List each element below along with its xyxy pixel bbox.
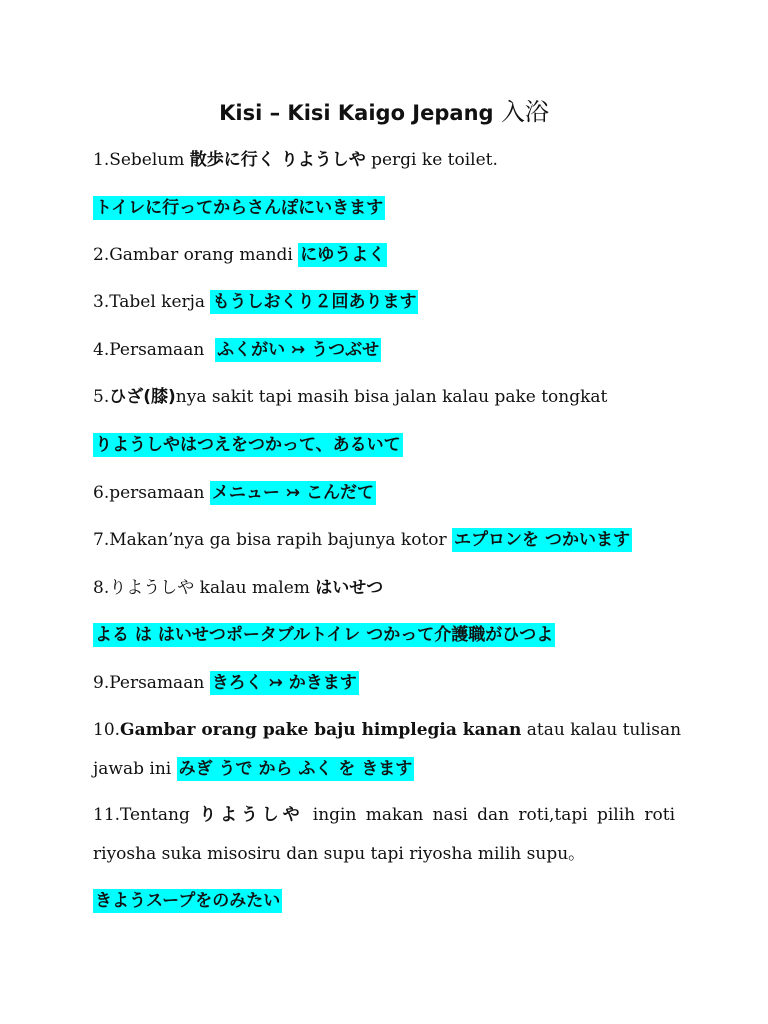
answer-6-highlight: メニュー ↣ こんだて	[211, 483, 374, 503]
q7-text: 7.Makan’nya ga bisa rapih bajunya kotor	[93, 530, 453, 550]
question-5	[93, 381, 607, 413]
q6-text: 6.persamaan	[93, 483, 210, 503]
question-7	[93, 524, 632, 556]
question-3	[93, 286, 418, 318]
q11-line2: riyosha suka misosiru dan supu tapi riyosha milih supu。	[93, 844, 586, 864]
q11-jp: りようしや	[199, 805, 304, 825]
question-4	[93, 334, 381, 366]
answer-2-highlight: にゆうよく	[300, 245, 386, 265]
question-10-line2	[93, 753, 414, 785]
q5-rest: nya sakit tapi masih bisa jalan kalau pake tongkat	[175, 387, 608, 407]
title-jp: 入浴	[500, 98, 549, 126]
question-6	[93, 477, 376, 509]
q8-rest: kalau malem	[194, 578, 316, 598]
answer-5	[93, 429, 403, 461]
question-11-line2	[93, 838, 585, 870]
q1-rest: pergi ke toilet.	[365, 150, 498, 170]
q1-jp: 散歩に行く りようしや	[189, 150, 366, 170]
q4-text: 4.Persamaan	[93, 340, 216, 360]
question-2	[93, 239, 387, 271]
q8-number: 8.	[93, 578, 110, 598]
question-1	[93, 144, 498, 176]
question-8	[93, 572, 383, 604]
q1-number: 1.Sebelum	[93, 150, 190, 170]
q10-line2: jawab ini	[93, 759, 177, 779]
answer-5-highlight: りようしやはつえをつかって、あるいて	[95, 435, 401, 455]
answer-4-highlight: ふくがい ↣ うつぶせ	[217, 340, 380, 360]
q8-jp: りようしや	[109, 578, 195, 598]
answer-9-highlight: きろく ↣ かきます	[211, 673, 357, 693]
q8-jp2: はいせつ	[315, 578, 384, 598]
question-10	[93, 714, 682, 746]
answer-11	[93, 885, 282, 917]
q2-text: 2.Gambar orang mandi	[93, 245, 299, 265]
q10-bold: Gambar orang pake baju himplegia kanan	[120, 720, 522, 740]
answer-8	[93, 619, 555, 651]
title-latin: Kisi – Kisi Kaigo Jepang	[219, 101, 501, 125]
answer-1	[93, 192, 385, 224]
q10-rest: atau kalau tulisan	[521, 720, 682, 740]
question-11	[93, 799, 675, 831]
answer-1-highlight: トイレに行ってからさんぽにいきます	[95, 198, 384, 218]
answer-8-highlight: よる は はいせつポータブルトイレ つかって介護職がひつよ	[95, 625, 554, 645]
q11-number: 11.Tentang	[93, 805, 200, 825]
question-9	[93, 667, 359, 699]
answer-11-highlight: きようスープをのみたい	[95, 891, 281, 911]
q9-text: 9.Persamaan	[93, 673, 210, 693]
answer-7-highlight: エプロンを つかいます	[454, 530, 630, 550]
q5-jp: ひざ(膝)	[109, 387, 176, 407]
answer-3-highlight: もうしおくり２回あります	[212, 292, 417, 312]
q10-number: 10.	[93, 720, 121, 740]
q3-text: 3.Tabel kerja	[93, 292, 211, 312]
q11-rest: ingin makan nasi dan roti,tapi pilih roti	[303, 805, 676, 825]
q5-number: 5.	[93, 387, 110, 407]
answer-10-highlight: みぎ うで から ふく を きます	[178, 759, 413, 779]
page-title	[0, 92, 768, 127]
